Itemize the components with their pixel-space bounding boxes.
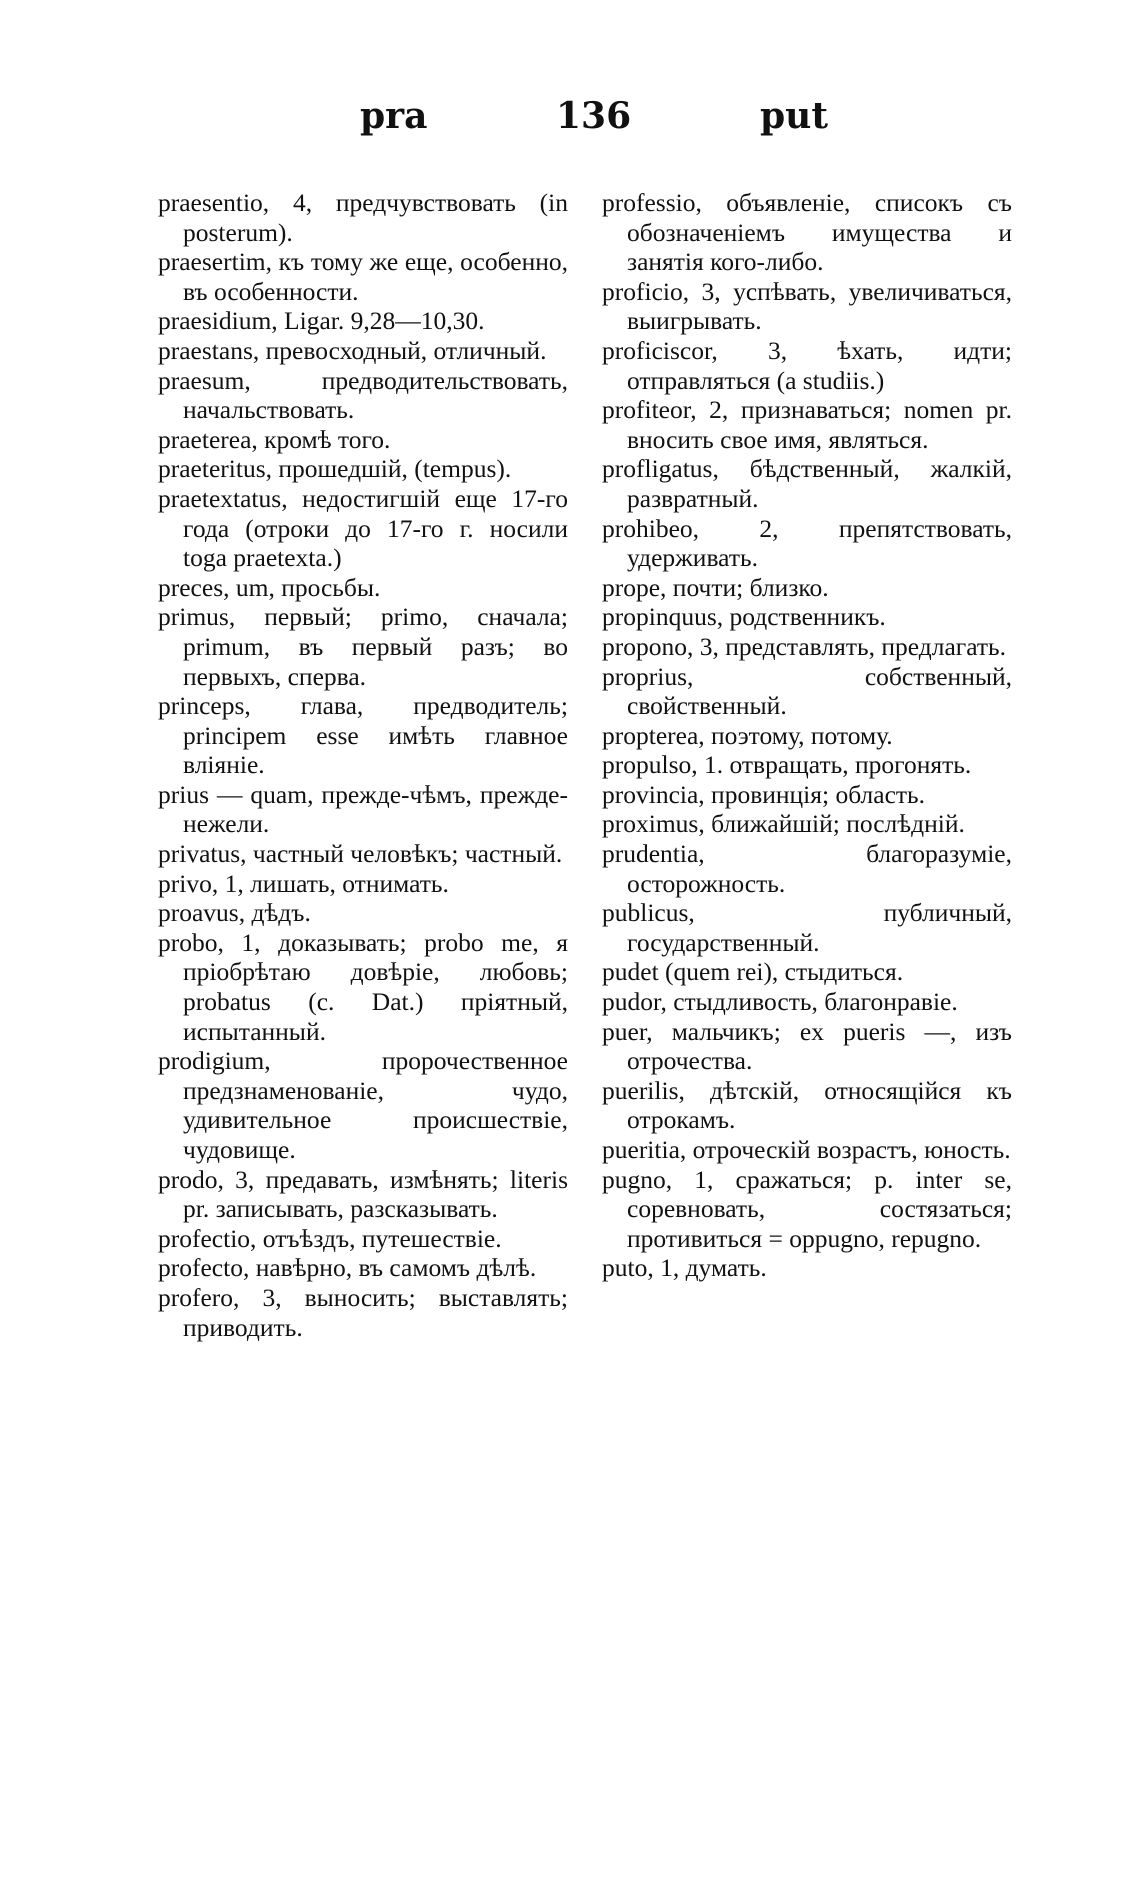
dictionary-entry: praesum, предводительствовать, начальствовать. [158, 365, 568, 425]
dictionary-entry: proficiscor, 3, ѣхать, идти; отправляться (a studiis.) [602, 335, 1012, 395]
dictionary-entry: propterea, поэтому, потому. [602, 720, 893, 750]
dictionary-entry: primus, первый; primo, сначала; primum, въ первый разъ; во первыхъ, сперва. [158, 602, 568, 691]
dictionary-entry: prope, почти; близко. [602, 572, 829, 602]
dictionary-entry: propinquus, родственникъ. [602, 602, 886, 632]
dictionary-entry: praestans, превосходный, отличный. [158, 335, 547, 365]
dictionary-entry: probo, 1, доказывать; probo me, я пріобрѣтаю довѣріе, любовь; probatus (c. Dat.) пріятный, испытанный. [158, 927, 568, 1046]
dictionary-entry: praetextatus, недостигшій еще 17-го года (отроки до 17-го г. носили toga praetexta.) [158, 483, 568, 573]
dictionary-entry: praesertim, къ тому же еще, особенно, въ особенности. [158, 247, 568, 306]
dictionary-entry: publicus, публичный, государственный. [602, 898, 1012, 957]
header-first-word: pra [360, 95, 428, 137]
dictionary-entry: prius — quam, прежде-чѣмъ, прежде-нежели. [158, 779, 568, 839]
dictionary-entry: propulso, 1. отвращать, прогонять. [602, 750, 972, 780]
dictionary-entry: profecto, навѣрно, въ самомъ дѣлѣ. [158, 1253, 537, 1283]
dictionary-entry: puer, мальчикъ; ex pueris —, изъ отрочества. [602, 1016, 1012, 1076]
running-header [0, 96, 1140, 156]
dictionary-entry: pudor, стыдливость, благонравіе. [602, 987, 958, 1017]
dictionary-entry: proximus, ближайшій; послѣдній. [602, 809, 965, 839]
dictionary-entry: praeterea, кромѣ того. [158, 424, 391, 454]
dictionary-entry: praeteritus, прошедшій, (tempus). [158, 454, 512, 484]
dictionary-entry: praesentio, 4, предчувствовать (in posterum). [158, 188, 568, 247]
dictionary-entry: profiteor, 2, признаваться; nomen pr. вносить свое имя, являться. [602, 395, 1012, 454]
dictionary-entry: proficio, 3, успѣвать, увеличиваться, выигрывать. [602, 276, 1012, 336]
dictionary-entry: privo, 1, лишать, отнимать. [158, 868, 449, 898]
dictionary-entry: preces, um, просьбы. [158, 572, 381, 602]
dictionary-entry: prodigium, пророчественное предзнаменованіе, чудо, удивительное происшествіе, чудовище. [158, 1046, 568, 1164]
dictionary-entry: propono, 3, представлять, предлагать. [602, 631, 1007, 661]
dictionary-entry: praesidium, Ligar. 9,28—10,30. [158, 306, 485, 336]
dictionary-entry: profligatus, бѣдственный, жалкій, развратный. [602, 454, 1012, 513]
dictionary-entry: prohibeo, 2, препятствовать, удерживать. [602, 513, 1012, 573]
dictionary-entry: proavus, дѣдъ. [158, 898, 311, 928]
dictionary-entry: prudentia, благоразуміе, осторожность. [602, 839, 1012, 898]
dictionary-entry: puerilis, дѣтскій, относящійся къ отрокамъ. [602, 1075, 1012, 1135]
left-column [158, 188, 568, 1342]
dictionary-entry: princeps, глава, предводитель; principem esse имѣть главное вліяніе. [158, 691, 568, 780]
dictionary-entry: pueritia, отроческій возрастъ, юность. [602, 1135, 1011, 1164]
dictionary-entry: pudet (quem rei), стыдиться. [602, 957, 904, 987]
dictionary-entry: provincia, провинція; область. [602, 779, 926, 809]
dictionary-entry: puto, 1, думать. [602, 1253, 767, 1283]
dictionary-entry: proprius, собственный, свойственный. [602, 661, 1012, 721]
header-last-word: put [760, 95, 828, 137]
dictionary-entry: prodo, 3, предавать, измѣнять; literis pr. записывать, разсказывать. [158, 1164, 568, 1224]
dictionary-entry: pugno, 1, сражаться; p. inter se, соревновать, состязаться; противиться = oppugno, repugno. [602, 1164, 1012, 1253]
dictionary-entry: profero, 3, выносить; выставлять; приводить. [158, 1282, 568, 1342]
page-number: 136 [556, 95, 632, 137]
right-column [602, 188, 1012, 1283]
dictionary-entry: profectio, отъѣздъ, путешествіе. [158, 1223, 502, 1253]
dictionary-entry: professio, объявленіе, списокъ съ обозначеніемъ имущества и занятія кого-либо. [602, 188, 1012, 277]
dictionary-entry: privatus, частный человѣкъ; частный. [158, 839, 563, 869]
